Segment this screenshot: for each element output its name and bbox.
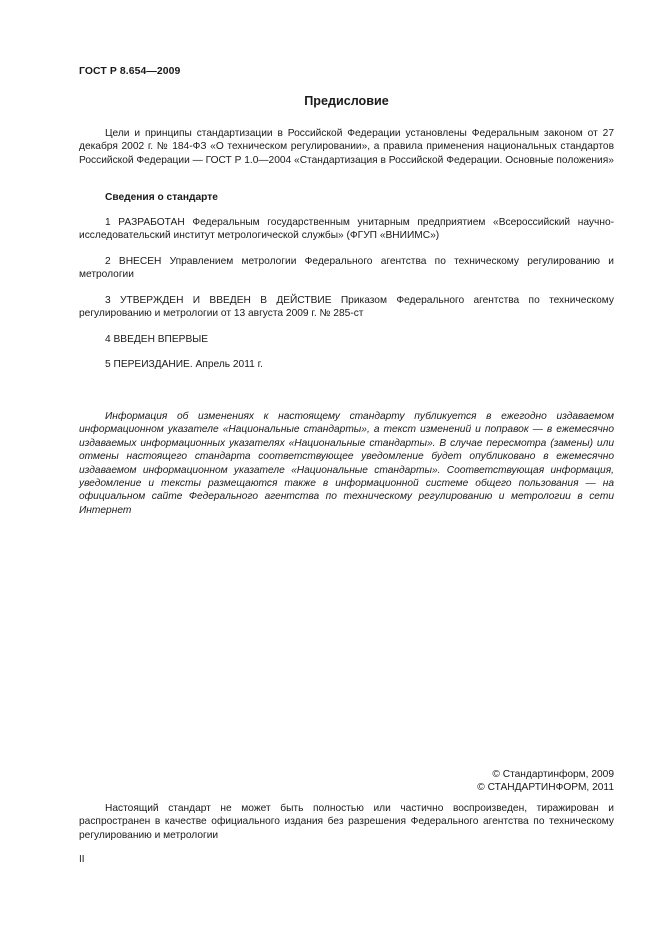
changes-info-paragraph: Информация об изменениях к настоящему стандарту публикуется в ежегодно издаваемом информационном указателе «Национальные стандарты», а текст изменений и поправок — в ежемесячно издаваемых информационных указателях «Национальные стандарты». В случае пересмотра (замены) или отмены настоящего стандарта соответствующее уведомление будет опубликовано в ежемесячно издаваемом информационном указателе «Национальные стандарты». Соответствующая информация, уведомление и тексты размещаются также в информационной системе общего пользования — на официальном сайте Федерального агентства по техническому регулированию и метрологии в сети Интернет [79,411,614,516]
list-item: 5 ПЕРЕИЗДАНИЕ. Апрель 2011 г. [105,359,263,370]
page-number: II [79,854,85,865]
reproduction-notice: Настоящий стандарт не может быть полностью или частично воспроизведен, тиражирован и распространен в качестве официального издания без разрешения Федерального агентства по техническому регулированию и метрологии [79,803,614,841]
intro-paragraph: Цели и принципы стандартизации в Российской Федерации установлены Федеральным законом от 27 декабря 2002 г. № 184-ФЗ «О техническом регулировании», а правила применения национальных стандартов Российской Федерации — ГОСТ Р 1.0—2004 «Стандартизация в Российской Федерации. Основные положения» [79,128,614,166]
section-heading: Сведения о стандарте [105,192,218,203]
copyright-line: © Стандартинформ, 2009 [492,769,614,780]
page-title: Предисловие [304,94,389,108]
list-item: 4 ВВЕДЕН ВПЕРВЫЕ [105,334,209,345]
list-item: 2 ВНЕСЕН Управлением метрологии Федерального агентства по техническому регулированию и метрологии [79,256,614,281]
document-code: ГОСТ Р 8.654—2009 [79,66,181,77]
copyright-line: © СТАНДАРТИНФОРМ, 2011 [477,782,614,794]
list-item: 3 УТВЕРЖДЕН И ВВЕДЕН В ДЕЙСТВИЕ Приказом Федерального агентства по техническому регулированию и метрологии от 13 августа 2009 г. № 285-ст [79,295,614,320]
list-item: 1 РАЗРАБОТАН Федеральным государственным унитарным предприятием «Всероссийский научно-исследовательский институт метрологической службы» (ФГУП «ВНИИМС») [79,217,614,242]
copyright-block [379,768,614,795]
